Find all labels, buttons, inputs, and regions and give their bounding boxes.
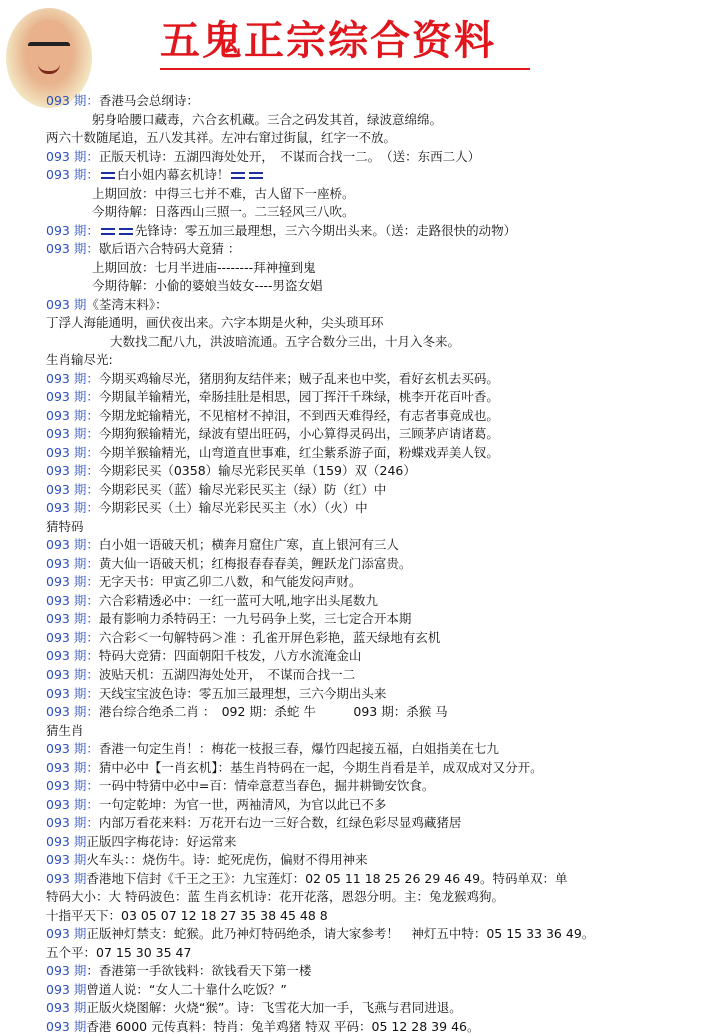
text-line xyxy=(46,999,716,1018)
issue-prefix: 093 期： xyxy=(46,241,99,257)
text-line xyxy=(46,851,716,870)
line-text: 波贴天机：五湖四海处处开， 不谋而合找一二 xyxy=(98,666,356,682)
text-line xyxy=(46,573,716,592)
line-text: 丁浮人海能通明，画伏夜出来。六字本期是火种，尖头琐耳环 xyxy=(46,315,384,331)
issue-prefix: 093 期 xyxy=(46,833,87,849)
double-bar-icon xyxy=(249,172,263,179)
text-line xyxy=(46,666,716,685)
issue-prefix: 093 期： xyxy=(46,796,99,812)
issue-prefix: 093 期： xyxy=(46,444,99,460)
text-line xyxy=(46,1018,716,1036)
line-text: ：香港第一手欲钱料：欲钱看天下第一楼 xyxy=(86,963,312,979)
text-line xyxy=(46,222,716,241)
text-line xyxy=(46,740,716,759)
text-line xyxy=(46,462,716,481)
double-bar-icon xyxy=(119,228,133,235)
text-line xyxy=(46,536,716,555)
text-line xyxy=(46,518,716,537)
text-line xyxy=(46,314,716,333)
double-bar-icon xyxy=(101,228,115,235)
issue-prefix: 093 期： xyxy=(46,648,99,664)
text-line xyxy=(46,777,716,796)
line-text: 两六十数随尾追，五八发其祥。左冲右窜过街鼠，红字一不放。 xyxy=(46,130,397,146)
line-text: 正版天机诗：五湖四海处处开， 不谋而合找一二。 （送：东西二人） xyxy=(98,148,481,164)
line-text: 猜中必中【一肖玄机】：基生肖特码在一起，今期生肖看是羊，成双成对又分开。 xyxy=(98,759,543,775)
text-line xyxy=(46,259,716,278)
line-text: 今期待解：小偷的婆娘当妓女----男盗女娼 xyxy=(92,278,323,294)
line-text: 今期彩民买（蓝）输尽光彩民买主（绿）防（红）中 xyxy=(98,481,387,497)
text-line xyxy=(46,870,716,889)
line-text: 《荃湾末料》： xyxy=(86,296,168,312)
issue-prefix: 093 期 xyxy=(46,870,87,886)
line-text: 今期彩民买（土）输尽光彩民买主（水）（火）中 xyxy=(98,500,368,516)
issue-prefix: 093 期： xyxy=(46,778,99,794)
issue-prefix: 093 期： xyxy=(46,592,99,608)
text-line xyxy=(46,333,716,352)
line-text: 躬身哈腰口藏毒，六合玄机藏。三合之码发其首，绿波意绵绵。 xyxy=(92,111,443,127)
line-text: 上期回放：中得三七并不难，古人留下一座桥。 xyxy=(92,185,355,201)
line-text: 香港 6000 元传真料：特肖：兔羊鸡猪 特双 平码：05 12 28 39 46。 xyxy=(86,1018,480,1034)
text-line xyxy=(46,277,716,296)
line-text: 今期狗猴输精光，绿波有望出旺码，小心算得灵码出，三顾茅庐请诸葛。 xyxy=(98,426,499,442)
page-title: 五鬼正宗综合资料 xyxy=(160,17,496,64)
title-underline xyxy=(160,68,530,70)
line-text: 生肖输尽光: xyxy=(46,352,113,368)
line-text: 白小姐一语破天机；横奔月窟住广寒，直上银河有三人 xyxy=(98,537,399,553)
text-line xyxy=(46,759,716,778)
text-line xyxy=(46,166,716,185)
line-text: 香港马会总纲诗： xyxy=(98,93,199,108)
text-line xyxy=(46,796,716,815)
line-text: 上期回放：七月半进庙--------拜神撞到鬼 xyxy=(92,259,316,275)
issue-prefix: 093 期： xyxy=(46,759,99,775)
text-line xyxy=(46,814,716,833)
line-text: 今期待解：日落西山三照一。二三轻风三八吹。 xyxy=(92,204,355,220)
double-bar-icon xyxy=(231,172,245,179)
text-line xyxy=(46,610,716,629)
line-text: 今期彩民买（0358）输尽光彩民买单（159）双（246） xyxy=(98,463,416,479)
line-text: 无字天书：甲寅乙卯二八数，和气能发闷声财。 xyxy=(98,574,362,590)
issue-prefix: 093 期： xyxy=(46,629,99,645)
line-text: 今期买鸡输尽光，猪朋狗友结伴来；贼子乱来也中奖，看好玄机去买码。 xyxy=(98,370,499,386)
line-text: 香港一句定生肖！：梅花一枝报三春，爆竹四起接五福，白姐指美在七九 xyxy=(98,741,499,757)
issue-prefix: 093 期 xyxy=(46,296,87,312)
text-line xyxy=(46,925,716,944)
line-text: 曾道人说：“女人二十靠什么吃饭？” xyxy=(86,981,287,997)
issue-prefix: 093 期： xyxy=(46,685,99,701)
issue-prefix: 093 期 xyxy=(46,963,87,979)
text-line xyxy=(46,962,716,981)
issue-prefix: 093 期： xyxy=(46,500,99,516)
text-line xyxy=(46,592,716,611)
text-line xyxy=(46,981,716,1000)
line-text: 六合彩精透必中：一红一蓝可大吼,地字出头尾数九 xyxy=(98,592,378,608)
text-line xyxy=(46,722,716,741)
issue-prefix: 093 期 xyxy=(46,1018,87,1034)
line-text: 正版神灯禁支：蛇猴。此乃神灯特码绝杀，请大家参考！ 神灯五中特：05 15 33 36 49。 xyxy=(86,926,595,942)
issue-prefix: 093 期 xyxy=(46,926,87,942)
issue-prefix: 093 期： xyxy=(46,370,99,386)
line-text: 最有影响力杀特码王：一九号码争上奖，三七定合开本期 xyxy=(98,611,412,627)
line-text: 特码大竞猜：四面朝阳千枝发，八方水流淹金山 xyxy=(98,648,362,664)
text-line xyxy=(46,425,716,444)
line-text: 港台综合绝杀二肖 ： 092 期：杀蛇 牛 093 期：杀猴 马 xyxy=(98,704,448,720)
issue-prefix: 093 期： xyxy=(46,574,99,590)
text-line xyxy=(46,148,716,167)
line-text: 先锋诗：零五加三最理想，三六今期出头来。（送：走路很快的动物） xyxy=(134,222,517,238)
line-text: 猜特码 xyxy=(46,518,84,534)
issue-prefix: 093 期： xyxy=(46,463,99,479)
line-text: 十指平天下：03 05 07 12 18 27 35 38 45 48 8 xyxy=(46,907,328,923)
text-line xyxy=(46,240,716,259)
issue-prefix: 093 期： xyxy=(46,426,99,442)
issue-prefix: 093 期： xyxy=(46,611,99,627)
text-line xyxy=(46,296,716,315)
issue-prefix: 093 期： xyxy=(46,666,99,682)
issue-prefix: 093 期： xyxy=(46,815,99,831)
issue-prefix: 093 期： xyxy=(46,93,99,108)
issue-prefix: 093 期： xyxy=(46,537,99,553)
line-text: 香港地下信封《千王之王》：九宝莲灯：02 05 11 18 25 26 29 46 49。特码单双：单 xyxy=(86,870,568,886)
line-text: 今期鼠羊输精光，牵肠挂肚是相思，园丁挥汗千珠绿，桃李开花百叶香。 xyxy=(98,389,499,405)
text-line xyxy=(46,499,716,518)
text-line xyxy=(46,685,716,704)
issue-prefix: 093 期： xyxy=(46,148,99,164)
text-line xyxy=(46,370,716,389)
issue-prefix: 093 期： xyxy=(46,407,99,423)
line-text: 天线宝宝波色诗：零五加三最理想，三六今期出头来 xyxy=(98,685,387,701)
text-line xyxy=(46,407,716,426)
line-text: 特码大小：大 特码波色：蓝 生肖玄机诗：花开花落，恩怨分明。主：兔龙猴鸡狗。 xyxy=(46,889,504,905)
line-text: 正版四字梅花诗：好运常来 xyxy=(86,833,237,849)
text-line xyxy=(46,888,716,907)
text-line xyxy=(46,555,716,574)
issue-prefix: 093 期： xyxy=(46,222,99,238)
line-text: 火车头：：烧伤牛。诗：蛇死虎伤，偏财不得用神来 xyxy=(86,852,368,868)
text-line xyxy=(46,111,716,130)
line-text: 一码中特猜中必中=百：情牵意惹当春色，掘井耕锄安饮食。 xyxy=(98,778,435,794)
line-text: 内部万看花来料：万花开右边一三好合数，红绿色彩尽显鸡藏猪居 xyxy=(98,815,462,831)
issue-prefix: 093 期： xyxy=(46,389,99,405)
issue-prefix: 093 期 xyxy=(46,981,87,997)
text-line xyxy=(46,629,716,648)
text-line xyxy=(46,481,716,500)
text-line xyxy=(46,647,716,666)
text-line xyxy=(46,92,716,111)
text-line xyxy=(46,388,716,407)
text-line xyxy=(46,444,716,463)
line-text: 黄大仙一语破天机；红梅报春春春美，鲤跃龙门添富贵。 xyxy=(98,555,412,571)
text-line xyxy=(46,185,716,204)
issue-prefix: 093 期： xyxy=(46,481,99,497)
portrait-glasses xyxy=(28,42,70,54)
line-text: 今期羊猴输精光，山弯道直世事难，红尘紫系游子面，粉蝶戏弄美人钗。 xyxy=(98,444,499,460)
line-text: 五个平：07 15 30 35 47 xyxy=(46,944,192,960)
issue-prefix: 093 期 xyxy=(46,852,87,868)
text-line xyxy=(46,907,716,926)
line-text: 猜生肖 xyxy=(46,722,84,738)
line-text: 大数找二配八九，洪波暗流通。五字合数分三出，十月入冬来。 xyxy=(110,333,461,349)
issue-prefix: 093 期： xyxy=(46,704,99,720)
line-text: 六合彩＜一句解特码＞准 ：孔雀开屏色彩艳，蓝天绿地有玄机 xyxy=(98,629,441,645)
line-text: 一句定乾坤：为官一世，两袖清风，为官以此已不多 xyxy=(98,796,387,812)
line-text: 正版火烧图解：火烧“猴”。诗：飞雪花大加一手，飞燕与君同进退。 xyxy=(86,1000,462,1016)
issue-prefix: 093 期 xyxy=(46,1000,87,1016)
content-body xyxy=(46,92,716,1036)
line-text: 歇后语六合特码大竟猜 ： xyxy=(98,241,241,257)
issue-prefix: 093 期： xyxy=(46,555,99,571)
text-line xyxy=(46,944,716,963)
issue-prefix: 093 期： xyxy=(46,167,99,183)
double-bar-icon xyxy=(101,172,115,179)
line-text: 今期龙蛇输精光，不见棺材不掉泪，不到西天难得经，有志者事竟成也。 xyxy=(98,407,499,423)
text-line xyxy=(46,833,716,852)
text-line xyxy=(46,351,716,370)
text-line xyxy=(46,703,716,722)
line-text: 白小姐内幕玄机诗！ xyxy=(116,167,230,183)
text-line xyxy=(46,129,716,148)
issue-prefix: 093 期： xyxy=(46,741,99,757)
text-line xyxy=(46,203,716,222)
